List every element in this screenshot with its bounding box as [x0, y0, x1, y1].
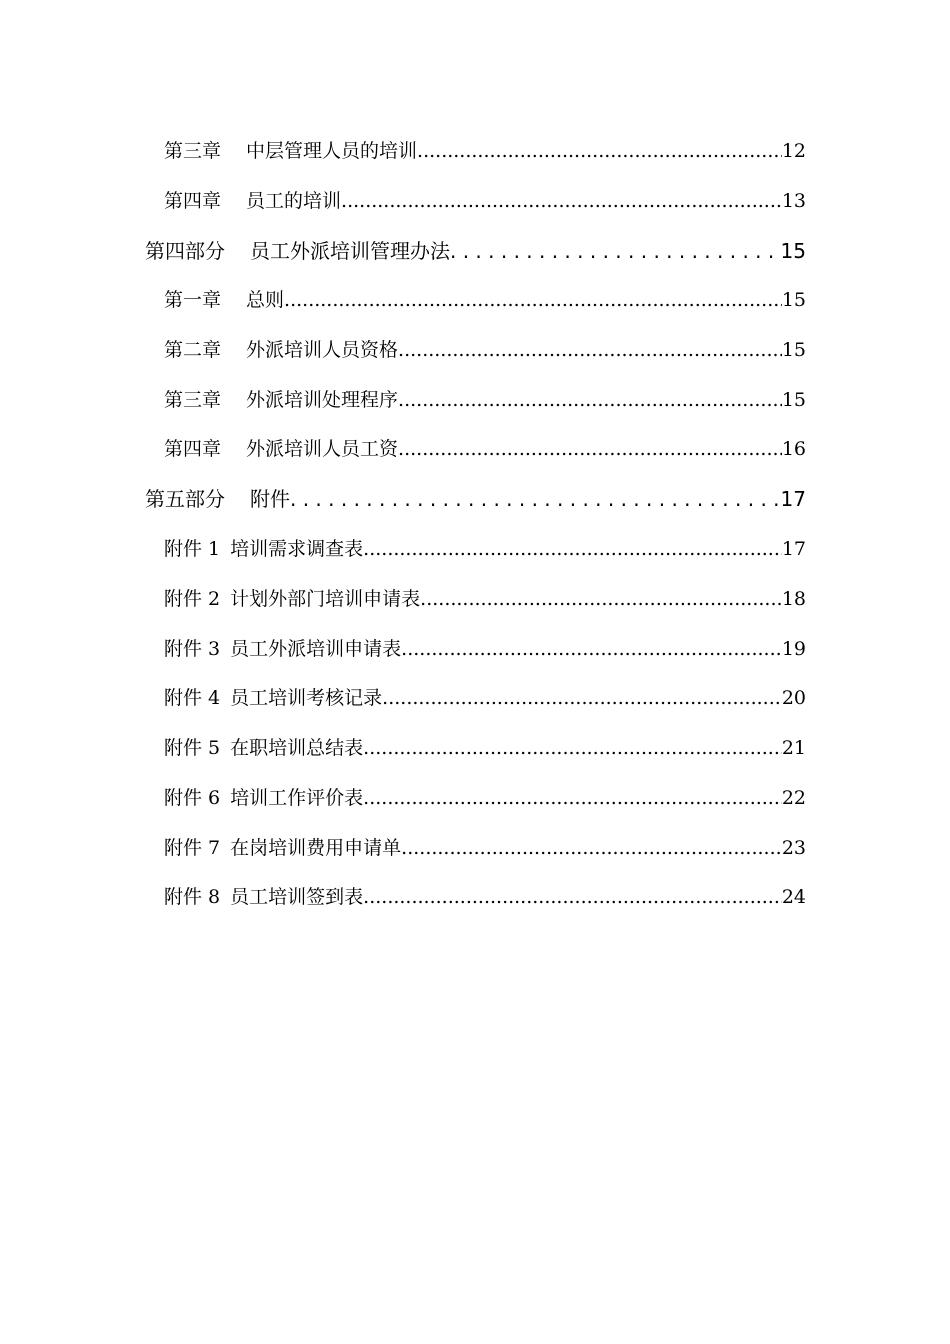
- toc-entry-part5[interactable]: [145, 484, 806, 514]
- toc-entry-ch4-salary[interactable]: [164, 434, 806, 464]
- toc-page-number: 15: [781, 389, 806, 411]
- toc-title: 员工培训签到表: [230, 886, 364, 908]
- toc-entry-appendix-8[interactable]: [164, 882, 806, 912]
- toc-title: 外派培训人员资格: [246, 339, 399, 361]
- toc-appendix-number: 附件 7: [164, 837, 221, 859]
- toc-chapter-number: 第二章: [164, 339, 222, 361]
- toc-part-number: 第四部分: [145, 239, 225, 263]
- toc-appendix-number: 附件 6: [164, 787, 221, 809]
- toc-leader-dots: [417, 136, 782, 166]
- toc-leader-dots: [450, 236, 781, 266]
- toc-chapter-number: 第四章: [164, 190, 222, 212]
- toc-page-number: 22: [781, 787, 806, 809]
- toc-entry-ch4-employee-training[interactable]: [164, 186, 806, 216]
- toc-entry-part4[interactable]: [145, 236, 806, 266]
- toc-title: 计划外部门培训申请表: [230, 588, 421, 610]
- toc-leader-dots: [363, 534, 782, 564]
- toc-leader-dots: [290, 484, 781, 514]
- toc-entry-ch3-middle-management[interactable]: [164, 136, 806, 166]
- toc-title: 在职培训总结表: [230, 737, 364, 759]
- toc-leader-dots: [398, 385, 782, 415]
- toc-entry-appendix-2[interactable]: [164, 584, 806, 614]
- toc-leader-dots: [363, 783, 782, 813]
- toc-page-number: 15: [781, 339, 806, 361]
- toc-appendix-number: 附件 2: [164, 588, 221, 610]
- toc-page-number: 15: [781, 289, 806, 311]
- toc-leader-dots: [363, 882, 782, 912]
- toc-appendix-number: 附件 5: [164, 737, 221, 759]
- toc-leader-dots: [382, 683, 782, 713]
- toc-page-number: 20: [781, 687, 806, 709]
- toc-entry-appendix-4[interactable]: [164, 683, 806, 713]
- toc-title: 员工的培训: [246, 190, 342, 212]
- toc-title: 培训需求调查表: [230, 538, 364, 560]
- toc-title: 中层管理人员的培训: [246, 140, 418, 162]
- toc-title: 员工培训考核记录: [230, 687, 383, 709]
- toc-entry-appendix-7[interactable]: [164, 833, 806, 863]
- toc-entry-ch1-general[interactable]: [164, 285, 806, 315]
- toc-leader-dots: [398, 434, 782, 464]
- toc-title: 外派培训处理程序: [246, 389, 399, 411]
- toc-page-number: 17: [781, 538, 806, 560]
- toc-title: 培训工作评价表: [230, 787, 364, 809]
- toc-leader-dots: [401, 833, 782, 863]
- toc-appendix-number: 附件 1: [164, 538, 221, 560]
- toc-page-number: 16: [781, 438, 806, 460]
- toc-leader-dots: [341, 186, 782, 216]
- toc-chapter-number: 第三章: [164, 140, 222, 162]
- toc-chapter-number: 第四章: [164, 438, 222, 460]
- toc-page-number: 17: [780, 487, 806, 511]
- toc-appendix-number: 附件 8: [164, 886, 221, 908]
- toc-chapter-number: 第一章: [164, 289, 222, 311]
- toc-leader-dots: [401, 634, 782, 664]
- toc-entry-appendix-5[interactable]: [164, 733, 806, 763]
- toc-entry-appendix-3[interactable]: [164, 634, 806, 664]
- toc-page-number: 24: [781, 886, 806, 908]
- toc-leader-dots: [363, 733, 782, 763]
- toc-title: 员工外派培训申请表: [230, 638, 402, 660]
- toc-page-number: 19: [781, 638, 806, 660]
- toc-page-number: 21: [781, 737, 806, 759]
- toc-page-number: 18: [781, 588, 806, 610]
- toc-chapter-number: 第三章: [164, 389, 222, 411]
- toc-page-number: 13: [781, 190, 806, 212]
- toc-title: 附件: [250, 487, 290, 511]
- toc-page-number: 23: [781, 837, 806, 859]
- toc-leader-dots: [284, 285, 782, 315]
- toc-entry-appendix-6[interactable]: [164, 783, 806, 813]
- toc-page-number: 15: [780, 239, 806, 263]
- toc-title: 在岗培训费用申请单: [230, 837, 402, 859]
- toc-title: 外派培训人员工资: [246, 438, 399, 460]
- toc-leader-dots: [420, 584, 782, 614]
- toc-appendix-number: 附件 4: [164, 687, 221, 709]
- toc-part-number: 第五部分: [145, 487, 225, 511]
- toc-title: 总则: [246, 289, 285, 311]
- toc-appendix-number: 附件 3: [164, 638, 221, 660]
- toc-page-number: 12: [781, 140, 806, 162]
- toc-leader-dots: [398, 335, 782, 365]
- toc-title: 员工外派培训管理办法: [250, 239, 450, 263]
- toc-entry-ch2-qualification[interactable]: [164, 335, 806, 365]
- toc-entry-ch3-procedure[interactable]: [164, 385, 806, 415]
- toc-entry-appendix-1[interactable]: [164, 534, 806, 564]
